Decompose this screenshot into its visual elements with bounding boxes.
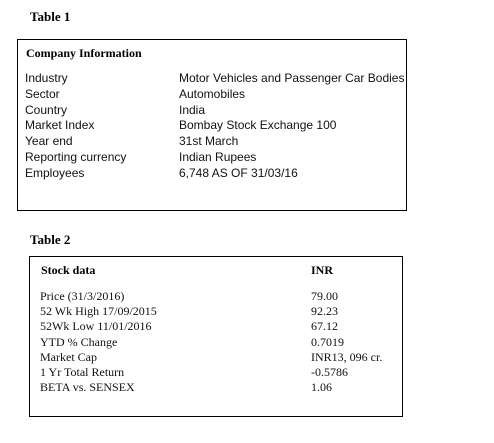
table-1-caption: Table 1 [30,9,71,24]
company-information-heading: Company Information [26,46,142,60]
company-information-table [17,39,407,211]
stock-row-label: Price (31/3/2016) [40,289,125,303]
company-information-values [179,71,404,182]
company-row-label: Market Index [25,118,95,133]
company-row-value: 6,748 AS OF 31/03/16 [179,165,298,180]
company-row-value: India [179,102,206,117]
stock-currency-heading: INR [311,263,334,277]
stock-data-table [29,256,403,417]
company-row-value: Motor Vehicles and Passenger Car Bodies [179,71,405,85]
stock-row-label: Market Cap [40,349,97,364]
stock-row-value: 79.00 [311,289,338,303]
stock-row-value: 0.7019 [311,334,344,349]
company-row-value: Automobiles [179,86,246,101]
stock-row-label: YTD % Change [40,334,118,349]
stock-row-value: INR13, 096 cr. [311,349,383,364]
stock-data-heading: Stock data [41,263,96,277]
stock-row-label: BETA vs. SENSEX [40,380,135,395]
stock-row-value: 92.23 [311,304,338,319]
company-row-label: Year end [25,134,73,149]
company-row-label: Industry [25,71,68,85]
stock-row-value: -0.5786 [311,365,348,380]
stock-row-value: 1.06 [311,380,332,395]
stock-data-values [311,289,382,395]
company-row-value: Bombay Stock Exchange 100 [179,118,337,133]
company-row-value: Indian Rupees [179,149,257,164]
company-row-label: Reporting currency [25,149,127,164]
stock-data-labels [40,289,157,395]
stock-row-label: 52 Wk High 17/09/2015 [40,304,157,319]
company-row-label: Country [25,102,68,117]
company-information-labels [25,71,126,182]
stock-row-label: 1 Yr Total Return [40,365,125,380]
stock-row-value: 67.12 [311,319,338,334]
company-row-value: 31st March [179,134,239,149]
company-row-label: Sector [25,86,60,101]
stock-row-label: 52Wk Low 11/01/2016 [40,319,152,334]
table-2-caption: Table 2 [30,232,71,247]
company-row-label: Employees [25,165,85,180]
